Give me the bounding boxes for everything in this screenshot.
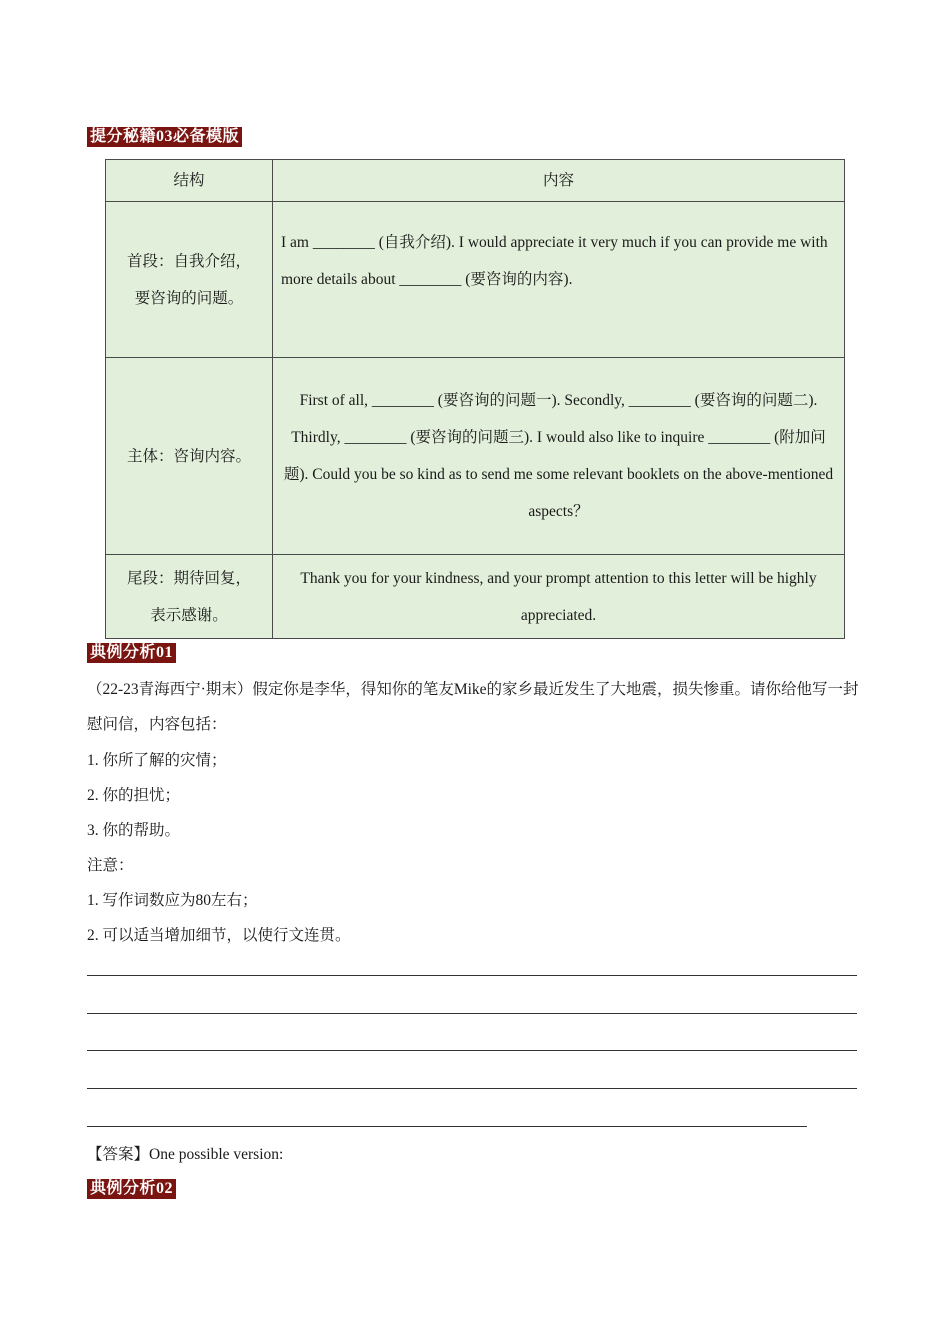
writing-line [87,1126,807,1127]
task-point: 1. 你所了解的灾情； [87,752,227,769]
example-prompt: （22-23青海西宁·期末）假定你是李华，得知你的笔友Mike的家乡最近发生了大地震，损失惨重。请你给他写一封慰问信，内容包括： [87,681,859,733]
header-content: 内容 [273,160,845,202]
structure-line: 表示感谢。 [150,606,228,624]
structure-line: 要咨询的问题。 [134,289,244,307]
structure-line: 首段：自我介绍， [126,252,251,270]
content-cell: I am ________ (自我介绍). I would appreciate it very much if you can provide me with more details about ________ (要咨询的内容). [273,202,845,358]
writing-line [87,1050,857,1051]
section-tag-example-1: 典例分析01 [87,643,176,663]
note-label: 注意： [87,857,134,874]
section-tag-example-2: 典例分析02 [87,1179,176,1199]
note-item: 1. 写作词数应为80左右； [87,892,258,909]
table-row [106,202,845,358]
table-header-row [106,160,845,202]
writing-line [87,975,857,976]
template-table [105,159,845,639]
structure-line: 主体：咨询内容。 [126,447,251,465]
answer-label: 【答案】One possible version: [87,1146,284,1163]
writing-line [87,1013,857,1014]
note-item: 2. 可以适当增加细节，以使行文连贯。 [87,927,351,944]
writing-line [87,1088,857,1089]
task-point: 2. 你的担忧； [87,787,181,804]
structure-cell [106,358,273,555]
table-row [106,358,845,555]
section-tag-template: 提分秘籍03必备模版 [87,127,242,147]
content-cell: First of all, ________ (要咨询的问题一). Secondly, ________ (要咨询的问题二). Thirdly, ________ (要咨询的问题三). I would also like to inquire ________ (附加问题). Could you be so kind as to send me some relevant booklets on the above-mentioned aspects？ [273,358,845,555]
header-structure: 结构 [106,160,273,202]
table-row [106,555,845,639]
structure-cell [106,202,273,358]
content-cell: Thank you for your kindness, and your prompt attention to this letter will be highly appreciated. [273,555,845,639]
task-point: 3. 你的帮助。 [87,822,181,839]
structure-cell [106,555,273,639]
structure-line: 尾段：期待回复， [126,569,251,587]
